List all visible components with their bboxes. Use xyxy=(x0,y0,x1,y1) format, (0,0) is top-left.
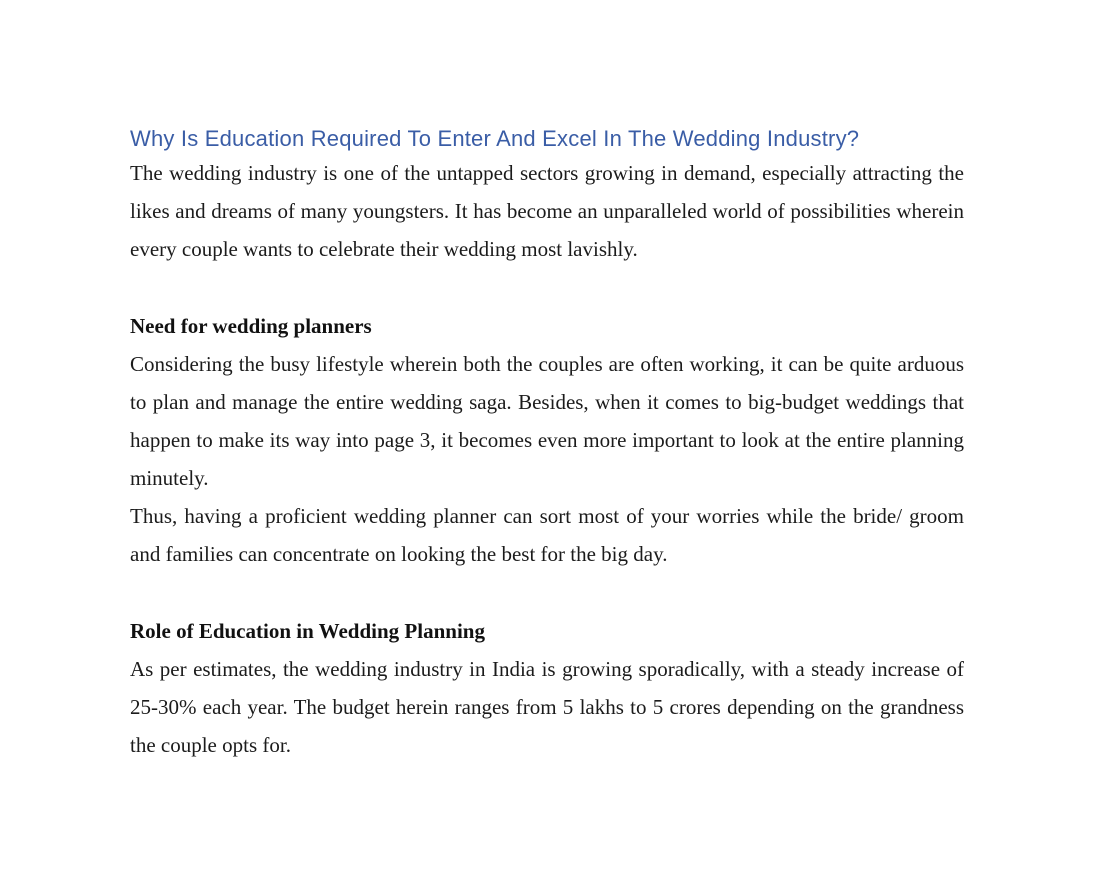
section-role-of-education xyxy=(130,612,964,764)
document-title: Why Is Education Required To Enter And Excel In The Wedding Industry? xyxy=(130,126,860,151)
section-body-role-of-education: As per estimates, the wedding industry in India is growing sporadically, with a steady increase of 25-30% each year. The budget herein ranges from 5 lakhs to 5 crores depending on the grandness the couple opts for. xyxy=(130,657,964,757)
wedding-planner-benefit-paragraph: Thus, having a proficient wedding planner can sort most of your worries while the bride/ groom and families can concentrate on looking the best for the big day. xyxy=(130,504,964,566)
section-heading-need-for-wedding-planners: Need for wedding planners xyxy=(130,314,372,338)
section-need-for-wedding-planners xyxy=(130,307,964,497)
document-body xyxy=(130,154,964,764)
section-body-need-for-wedding-planners: Considering the busy lifestyle wherein both the couples are often working, it can be quite arduous to plan and manage the entire wedding saga. Besides, when it comes to big-budget weddings that happen to make its way into page 3, it becomes even more important to look at the entire planning minutely. xyxy=(130,352,964,490)
section-heading-role-of-education: Role of Education in Wedding Planning xyxy=(130,619,485,643)
intro-paragraph: The wedding industry is one of the untapped sectors growing in demand, especially attracting the likes and dreams of many youngsters. It has become an unparalleled world of possibilities wherein every couple wants to celebrate their wedding most lavishly. xyxy=(130,161,964,261)
